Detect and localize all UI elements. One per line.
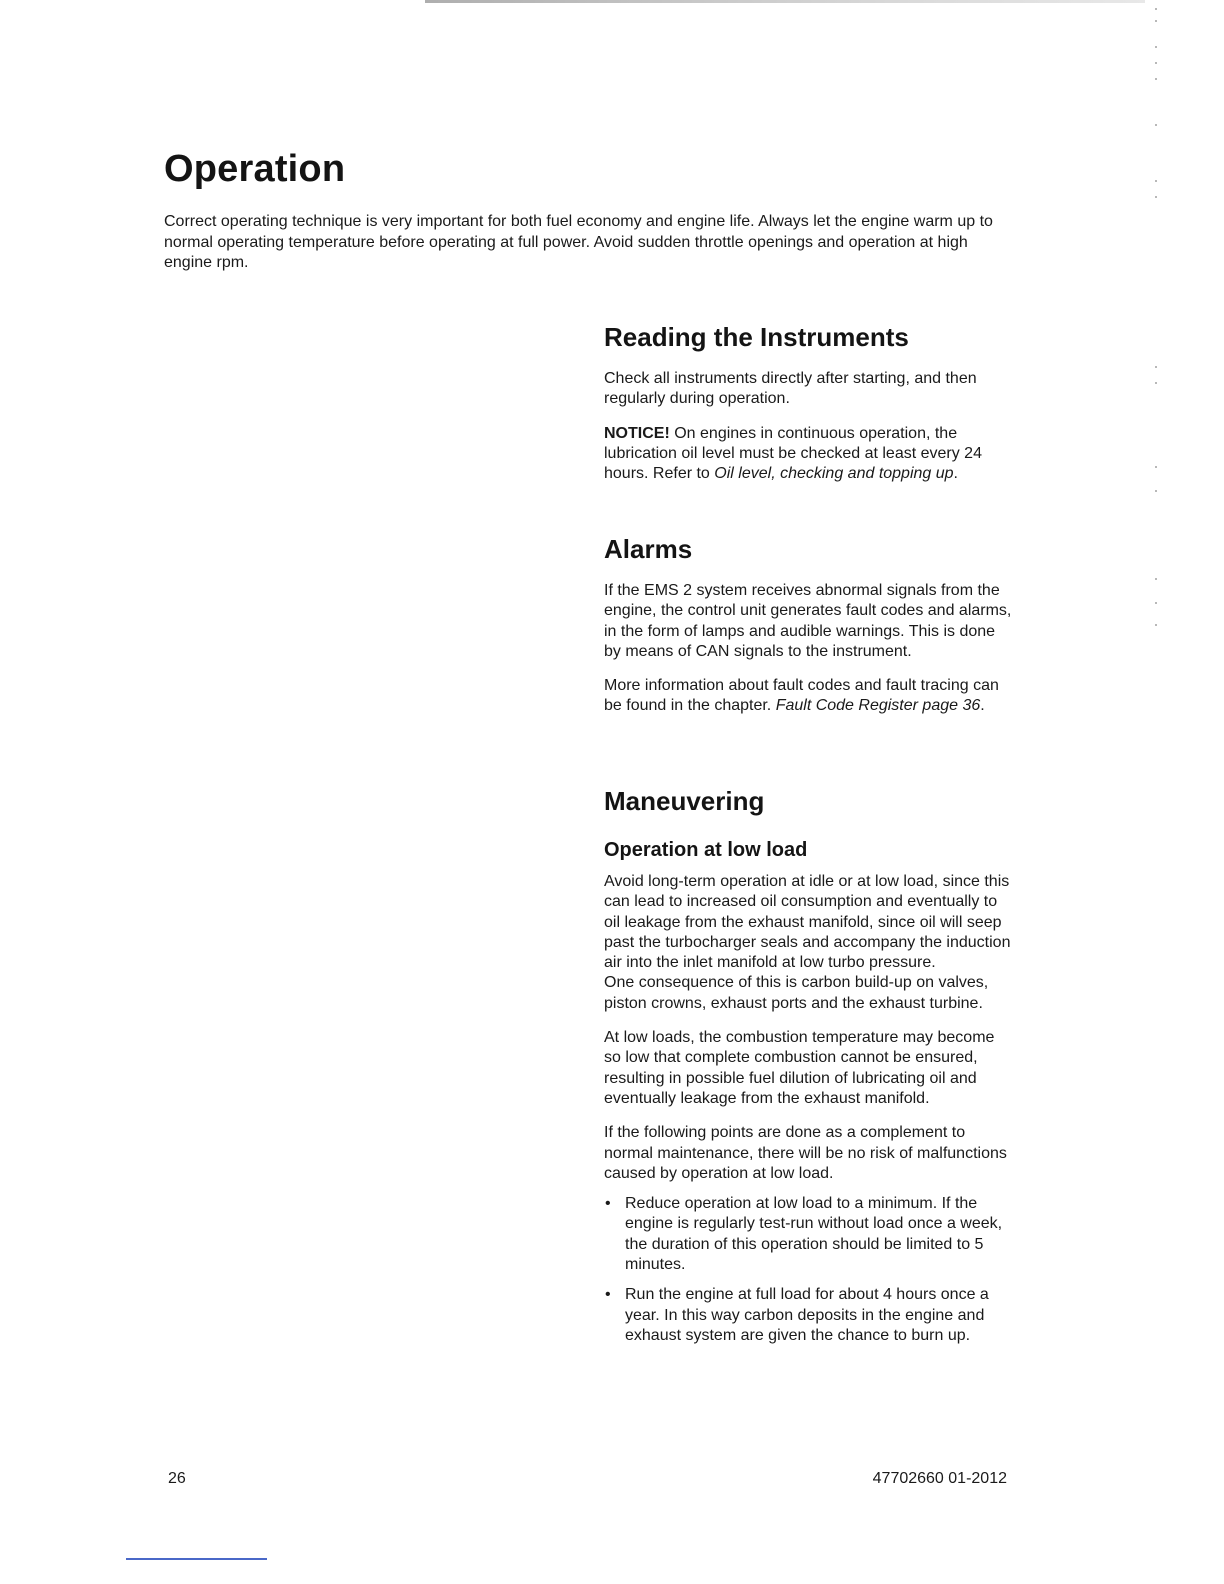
bullet-icon: • [605, 1195, 611, 1213]
carbon-buildup-paragraph: One consequence of this is carbon build-up on valves, piston crowns, exhaust ports and the exhaust turbine. [604, 974, 989, 1012]
notice-paragraph [604, 424, 1012, 485]
subheading-operation-low-load: Operation at low load [604, 839, 808, 861]
document-code: 47702660 01-2012 [872, 1470, 1007, 1487]
page-title: Operation [164, 148, 346, 190]
list-item [604, 1194, 1012, 1275]
list-item [604, 1285, 1012, 1346]
reading-instruments-paragraph: Check all instruments directly after starting, and then regularly during operation. [604, 370, 977, 408]
alarms-more-info-text: More information about fault codes and fault tracing can be found in the chapter. [604, 677, 999, 715]
intro-paragraph: Correct operating technique is very important for both fuel economy and engine life. Always let the engine warm up to normal operating temperature before operating at full power. Avoid sudden throttle openings and operation at high engine rpm. [164, 213, 993, 271]
notice-label: NOTICE! [604, 424, 670, 442]
section-maneuvering [604, 786, 1012, 1356]
section-alarms [604, 534, 1012, 731]
section-reading-instruments [604, 322, 1012, 498]
scan-artifact-bottom-line [126, 1558, 267, 1560]
low-load-bullet-list [604, 1194, 1012, 1346]
alarms-paragraph: If the EMS 2 system receives abnormal signals from the engine, the control unit generates fault codes and alarms, in the form of lamps and audible warnings. This is done by means of CAN signals to the instrument. [604, 582, 1012, 660]
bullet-icon: • [605, 1286, 611, 1304]
page-number: 26 [168, 1470, 186, 1487]
alarms-more-info-paragraph [604, 676, 1012, 717]
scan-artifact-top-line [425, 0, 1145, 3]
combustion-temperature-paragraph: At low loads, the combustion temperature may become so low that complete combustion cannot be ensured, resulting in possible fuel dilution of lubricating oil and eventually leakage from the exhaust manifold. [604, 1029, 995, 1107]
low-load-paragraph: Avoid long-term operation at idle or at low load, since this can lead to increased oil consumption and eventually to oil leakage from the exhaust manifold, since oil will seep past the turbocharger seals and accompany the induction air into the inlet manifold at low turbo pressure. [604, 873, 1011, 972]
complement-maintenance-paragraph: If the following points are done as a complement to normal maintenance, there will be no risk of malfunctions caused by operation at low load. [604, 1124, 1007, 1182]
list-item-text: Reduce operation at low load to a minimum. If the engine is regularly test-run without load once a week, the duration of this operation should be limited to 5 minutes. [625, 1195, 1003, 1274]
scan-artifact-margin-marks [1152, 0, 1160, 700]
notice-end: . [953, 465, 958, 483]
alarms-more-info-end: . [980, 697, 985, 715]
heading-alarms: Alarms [604, 534, 693, 564]
fault-code-register-reference: Fault Code Register page 36 [775, 697, 981, 715]
notice-cross-reference: Oil level, checking and topping up [714, 465, 954, 483]
list-item-text: Run the engine at full load for about 4 hours once a year. In this way carbon deposits in the engine and exhaust system are given the chance to burn up. [625, 1286, 989, 1344]
heading-reading-instruments: Reading the Instruments [604, 322, 909, 352]
notice-text: On engines in continuous operation, the lubrication oil level must be checked at least every 24 hours. Refer to [604, 424, 982, 483]
heading-maneuvering: Maneuvering [604, 786, 765, 816]
